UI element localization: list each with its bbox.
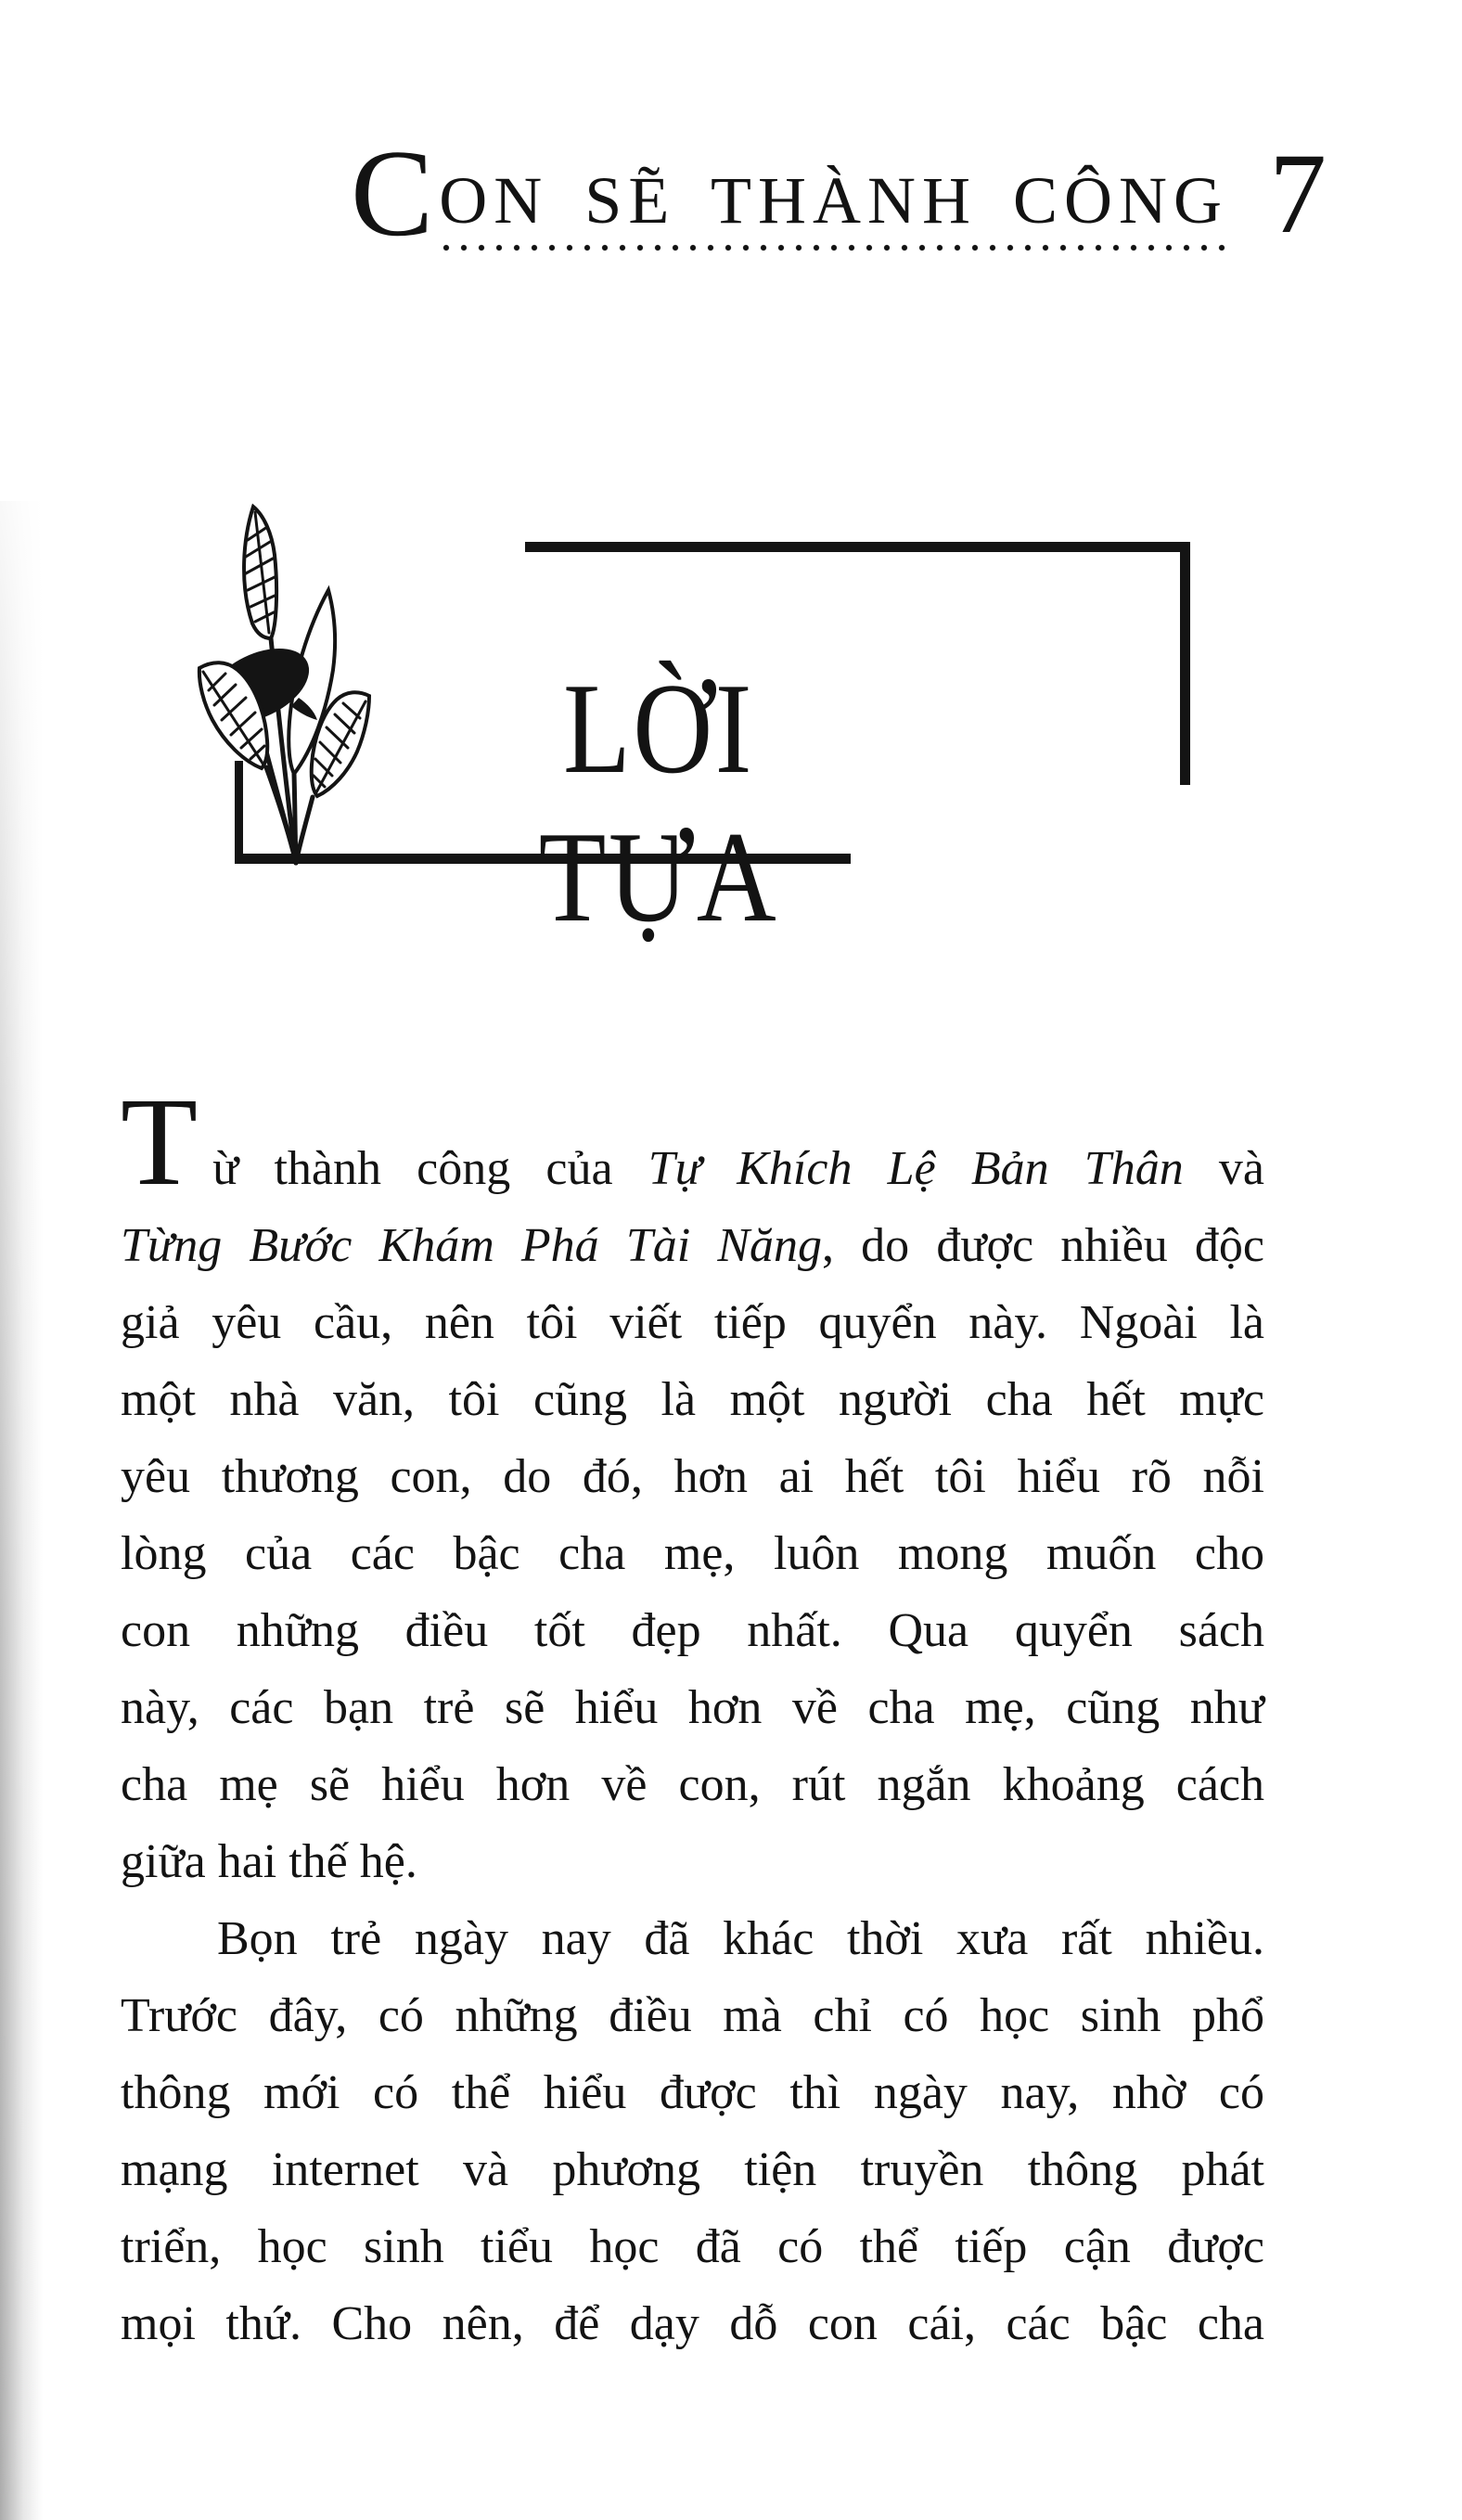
body-line [121, 2208, 1264, 2285]
page-number: 7 [1269, 130, 1327, 257]
chapter-frame-right-line [1180, 542, 1190, 785]
body-line [121, 2054, 1264, 2131]
body-line [121, 1515, 1264, 1592]
header-book-title [439, 163, 1228, 238]
body-text-segment: mạng internet và phương tiện truyền thông phát [121, 2143, 1264, 2196]
body-text-segment: Bọn trẻ ngày nay đã khác thời xưa rất nhiều. [217, 1912, 1264, 1965]
body-text-segment: con những điều tốt đẹp nhất. Qua quyển sách [121, 1604, 1264, 1657]
body-text-segment: Trước đây, có những điều mà chỉ có học sinh phổ [121, 1989, 1264, 2042]
body-line [121, 1669, 1264, 1746]
plant-illustration [117, 499, 427, 872]
chapter-frame-top-line [525, 542, 1190, 552]
body-text-segment: mọi thứ. Cho nên, để dạy dỗ con cái, các bậc cha [121, 2297, 1264, 2350]
header-dotted-underline [442, 243, 1226, 252]
running-header [350, 119, 1327, 262]
body-text [121, 1073, 1264, 2362]
body-text-segment: và [1183, 1142, 1264, 1195]
header-book-title-text: ON SẼ THÀNH CÔNG [439, 163, 1228, 238]
body-text-segment: ừ thành công của [212, 1142, 648, 1195]
page-gutter-shadow [0, 501, 43, 2520]
body-text-segment: thông mới có thể hiểu được thì ngày nay, nhờ có [121, 2066, 1264, 2119]
body-line [121, 1823, 1264, 1900]
body-line [121, 1746, 1264, 1823]
body-text-italic-segment: Từng Bước Khám Phá Tài Năng [121, 1219, 823, 1272]
chapter-title: LỜI TỰA [538, 657, 779, 949]
header-initial: C [350, 124, 434, 262]
body-line [121, 2285, 1264, 2362]
drop-cap: T [121, 1073, 199, 1212]
body-text-segment: này, các bạn trẻ sẽ hiểu hơn về cha mẹ, cũng như [121, 1681, 1264, 1734]
body-text-segment: , do được nhiều độc [822, 1219, 1264, 1272]
body-line [121, 1977, 1264, 2054]
body-text-segment: một nhà văn, tôi cũng là một người cha hết mực [121, 1373, 1264, 1426]
body-line [121, 1207, 1264, 1284]
body-line [121, 2131, 1264, 2208]
body-text-segment: lòng của các bậc cha mẹ, luôn mong muốn cho [121, 1527, 1264, 1580]
body-line [121, 1438, 1264, 1515]
body-text-segment: giữa hai thế hệ. [121, 1835, 417, 1888]
body-line [121, 1284, 1264, 1361]
body-text-segment: cha mẹ sẽ hiểu hơn về con, rút ngắn khoảng cách [121, 1758, 1264, 1811]
body-text-segment: giả yêu cầu, nên tôi viết tiếp quyển này. Ngoài là [121, 1296, 1264, 1349]
body-line [121, 1592, 1264, 1669]
body-line [121, 1073, 1264, 1212]
body-text-segment: triển, học sinh tiểu học đã có thể tiếp cận được [121, 2220, 1264, 2273]
leaf-top [244, 507, 276, 638]
body-line [121, 1361, 1264, 1438]
body-text-italic-segment: Tự Khích Lệ Bản Thân [648, 1142, 1184, 1195]
body-line [121, 1900, 1264, 1977]
body-text-segment: yêu thương con, do đó, hơn ai hết tôi hiểu rõ nỗi [121, 1450, 1264, 1503]
